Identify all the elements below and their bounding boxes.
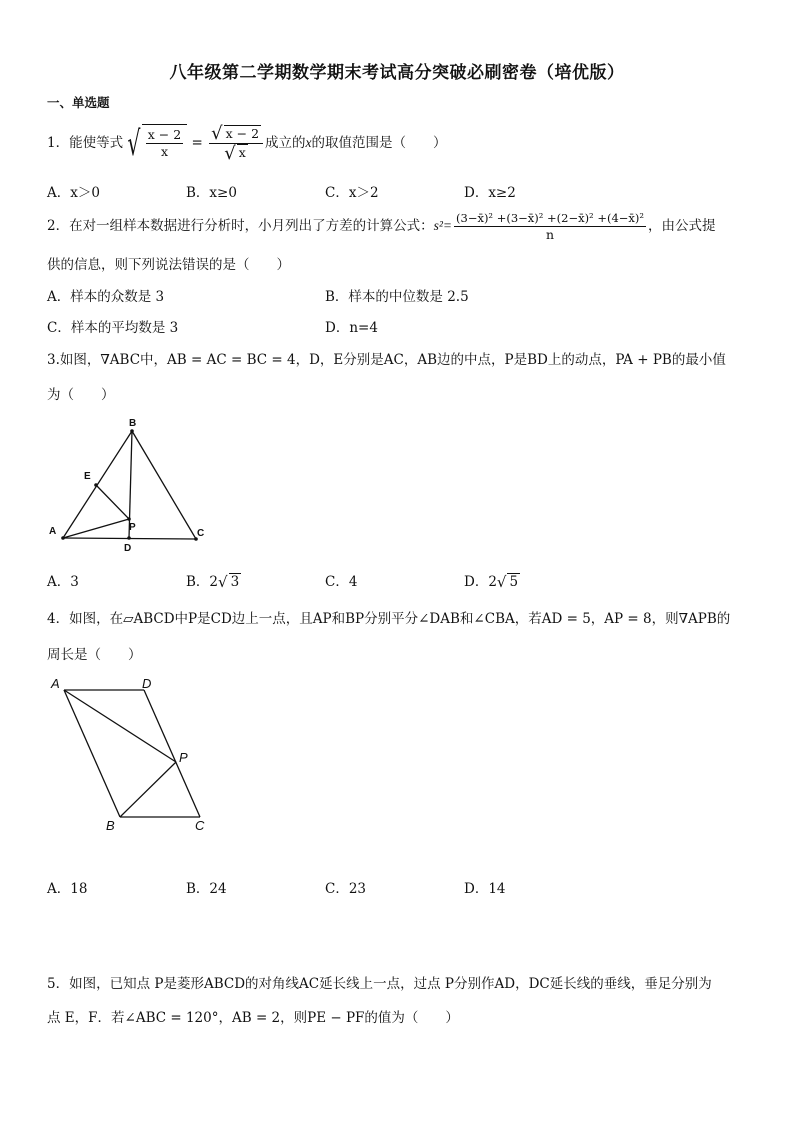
- side-dc: [144, 690, 200, 817]
- q1-rhs-numerator: x − 2: [225, 125, 260, 141]
- q1-fraction-denominator: x: [160, 144, 169, 159]
- q2-option-c[interactable]: C．样本的平均数是 3: [47, 320, 179, 336]
- label-c: C: [195, 818, 205, 833]
- q2-option-a[interactable]: A．样本的众数是 3: [47, 289, 165, 305]
- q2-denominator: n: [545, 227, 555, 242]
- q3-option-a[interactable]: A．3: [47, 574, 79, 590]
- q1-prefix: 1．能使等式: [47, 135, 124, 151]
- label-p: P: [129, 522, 136, 533]
- q3-triangle-figure: [40, 412, 220, 557]
- q2-option-d[interactable]: D．n=4: [325, 320, 378, 336]
- label-d: D: [142, 676, 152, 691]
- label-d: D: [124, 543, 132, 554]
- page-title: 八年级第二学期数学期末考试高分突破必刷密卷（培优版）: [169, 63, 625, 83]
- label-a: A: [51, 676, 60, 691]
- q3-option-c[interactable]: C．4: [325, 574, 358, 590]
- label-b: B: [129, 418, 137, 429]
- q1-option-a[interactable]: A．x＞0: [47, 185, 100, 201]
- label-p: P: [179, 750, 188, 765]
- q2-numerator: (3−x̄)² +(3−x̄)² +(2−x̄)² +(4−x̄)²: [456, 211, 644, 225]
- segment-ep: [96, 485, 129, 519]
- q1-suffix-a: 成立的: [265, 135, 306, 151]
- q3-option-d[interactable]: D．2√ 5: [464, 573, 519, 591]
- point-d: [127, 536, 131, 540]
- question-5-line2: 点 E，F．若∠ABC = 120°，AB = 2，则PE − PF的值为（ ）: [47, 1010, 459, 1026]
- q1-equals: =: [191, 135, 203, 151]
- question-2: [47, 210, 715, 243]
- q1-option-b[interactable]: B．x≥0: [186, 185, 237, 201]
- q2-line1-end: ，由公式提: [647, 218, 716, 234]
- q1-option-c[interactable]: C．x＞2: [325, 185, 379, 201]
- side-ab: [64, 690, 120, 817]
- question-3-line2: 为（ ）: [47, 387, 115, 403]
- q2-variance-symbol: s²=: [433, 218, 453, 233]
- side-bc: [132, 431, 196, 539]
- label-a: A: [49, 526, 57, 537]
- point-p: [127, 517, 131, 521]
- q4-option-c[interactable]: C．23: [325, 881, 367, 897]
- point-b: [130, 429, 134, 433]
- section-heading: 一、单选题: [47, 95, 110, 110]
- radical-sign: √: [127, 123, 141, 164]
- question-5-line1: 5．如图，已知点 P是菱形ABCD的对角线AC延长线上一点，过点 P分别作AD，DC延长线的垂线，垂足分别为: [47, 976, 712, 992]
- q2-option-b[interactable]: B．样本的中位数是 2.5: [325, 289, 469, 305]
- q2-line2: 供的信息，则下列说法错误的是（ ）: [47, 257, 290, 273]
- q1-rhs-denominator: x: [238, 145, 246, 160]
- label-b: B: [106, 818, 115, 833]
- segment-bp: [120, 762, 176, 817]
- q3-option-b[interactable]: B．2√ 3: [186, 573, 240, 591]
- label-c: C: [197, 528, 205, 539]
- question-4-line2: 周长是（ ）: [47, 647, 142, 663]
- q4-parallelogram-figure: [40, 672, 230, 837]
- q2-line1-start: 2．在对一组样本数据进行分析时，小月列出了方差的计算公式：: [47, 218, 434, 234]
- q1-variable: x: [305, 135, 312, 150]
- label-e: E: [84, 471, 91, 482]
- point-e: [94, 483, 98, 487]
- q4-option-b[interactable]: B．24: [186, 881, 227, 897]
- q4-option-d[interactable]: D．14: [464, 881, 506, 897]
- question-1: 1．能使等式 √ $\frac{x - 2}{x}$ = $\frac{√ x - 2}{√ x}$ 成立的x的取值范围是（ ）: [47, 123, 447, 164]
- point-a: [61, 536, 65, 540]
- question-4-line1: 4．如图，在▱ABCD中P是CD边上一点，且AP和BP分别平分∠DAB和∠CBA，若AD = 5，AP = 8，则∇APB的: [47, 611, 731, 627]
- question-3-line1: 3.如图，∇ABC中，AB = AC = BC = 4，D，E分别是AC，AB边的中点，P是BD上的动点，PA + PB的最小值: [47, 352, 726, 368]
- q1-option-d[interactable]: D．x≥2: [464, 185, 516, 201]
- q1-fraction-numerator: x − 2: [147, 127, 182, 142]
- q4-option-a[interactable]: A．18: [47, 881, 88, 897]
- q1-suffix-b: 的取值范围是（ ）: [311, 135, 447, 151]
